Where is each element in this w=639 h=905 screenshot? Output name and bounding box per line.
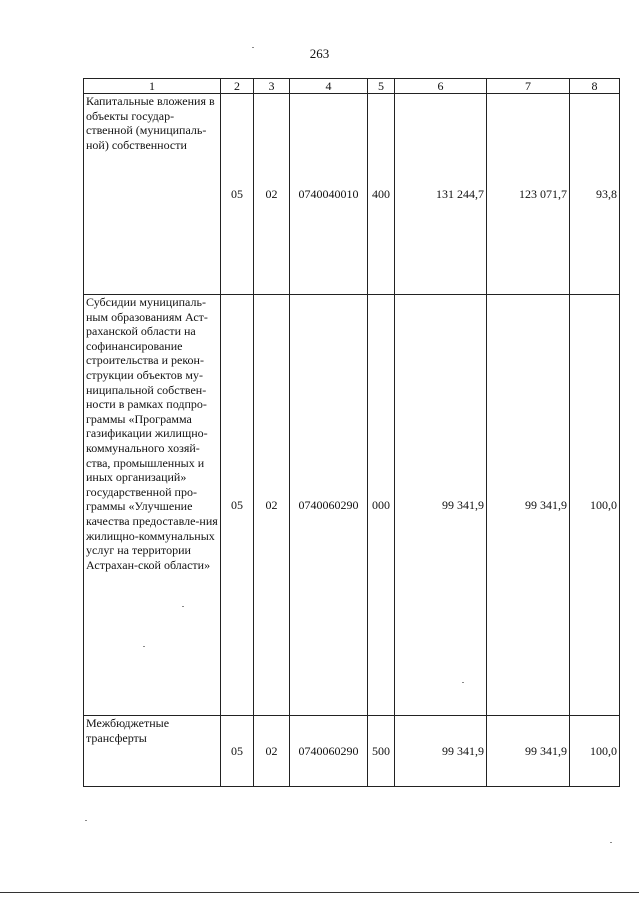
table-row	[84, 94, 620, 295]
budget-table	[83, 78, 620, 787]
row-description: Субсидии муниципаль-ным образованиям Аст-раханской области на софинансирование строительства и рекон-струкции объектов му-ниципальной собствен-ности в рамках подпро-граммы «Программа газификации жилищно-коммунального хозяй-ства, промышленных и иных организаций» государственной про-граммы «Улучшение качества предоставле-ния жилищно-коммунальных услуг на территории Астрахан-ской области»	[84, 295, 221, 716]
executed-amount: 99 341,9	[487, 295, 570, 716]
planned-amount: 99 341,9	[395, 295, 487, 716]
column-header: 4	[290, 79, 368, 94]
column-header: 2	[221, 79, 254, 94]
column-header: 7	[487, 79, 570, 94]
subsection-code: 02	[254, 94, 290, 295]
row-description: Межбюджетные трансферты	[84, 716, 221, 787]
executed-amount: 123 071,7	[487, 94, 570, 295]
expense-type-code: 500	[368, 716, 395, 787]
scan-speck	[252, 47, 254, 48]
table-row	[84, 295, 620, 716]
column-header: 6	[395, 79, 487, 94]
target-article-code: 0740040010	[290, 94, 368, 295]
scan-speck	[462, 682, 464, 683]
execution-percent: 93,8	[570, 94, 620, 295]
column-header: 8	[570, 79, 620, 94]
execution-percent: 100,0	[570, 716, 620, 787]
column-number-row	[84, 79, 620, 94]
table-row	[84, 716, 620, 787]
target-article-code: 0740060290	[290, 295, 368, 716]
subsection-code: 02	[254, 716, 290, 787]
subsection-code: 02	[254, 295, 290, 716]
section-code: 05	[221, 716, 254, 787]
column-header: 3	[254, 79, 290, 94]
scan-speck	[85, 820, 87, 821]
page-bottom-rule	[0, 892, 639, 893]
column-header: 1	[84, 79, 221, 94]
column-header: 5	[368, 79, 395, 94]
section-code: 05	[221, 94, 254, 295]
planned-amount: 99 341,9	[395, 716, 487, 787]
scan-speck	[610, 842, 612, 843]
section-code: 05	[221, 295, 254, 716]
expense-type-code: 400	[368, 94, 395, 295]
scan-speck	[182, 606, 184, 607]
executed-amount: 99 341,9	[487, 716, 570, 787]
planned-amount: 131 244,7	[395, 94, 487, 295]
expense-type-code: 000	[368, 295, 395, 716]
target-article-code: 0740060290	[290, 716, 368, 787]
scan-speck	[143, 646, 145, 647]
page-number: 263	[309, 46, 330, 61]
execution-percent: 100,0	[570, 295, 620, 716]
row-description: Капитальные вложения в объекты государ-ственной (муниципаль-ной) собственности	[84, 94, 221, 295]
